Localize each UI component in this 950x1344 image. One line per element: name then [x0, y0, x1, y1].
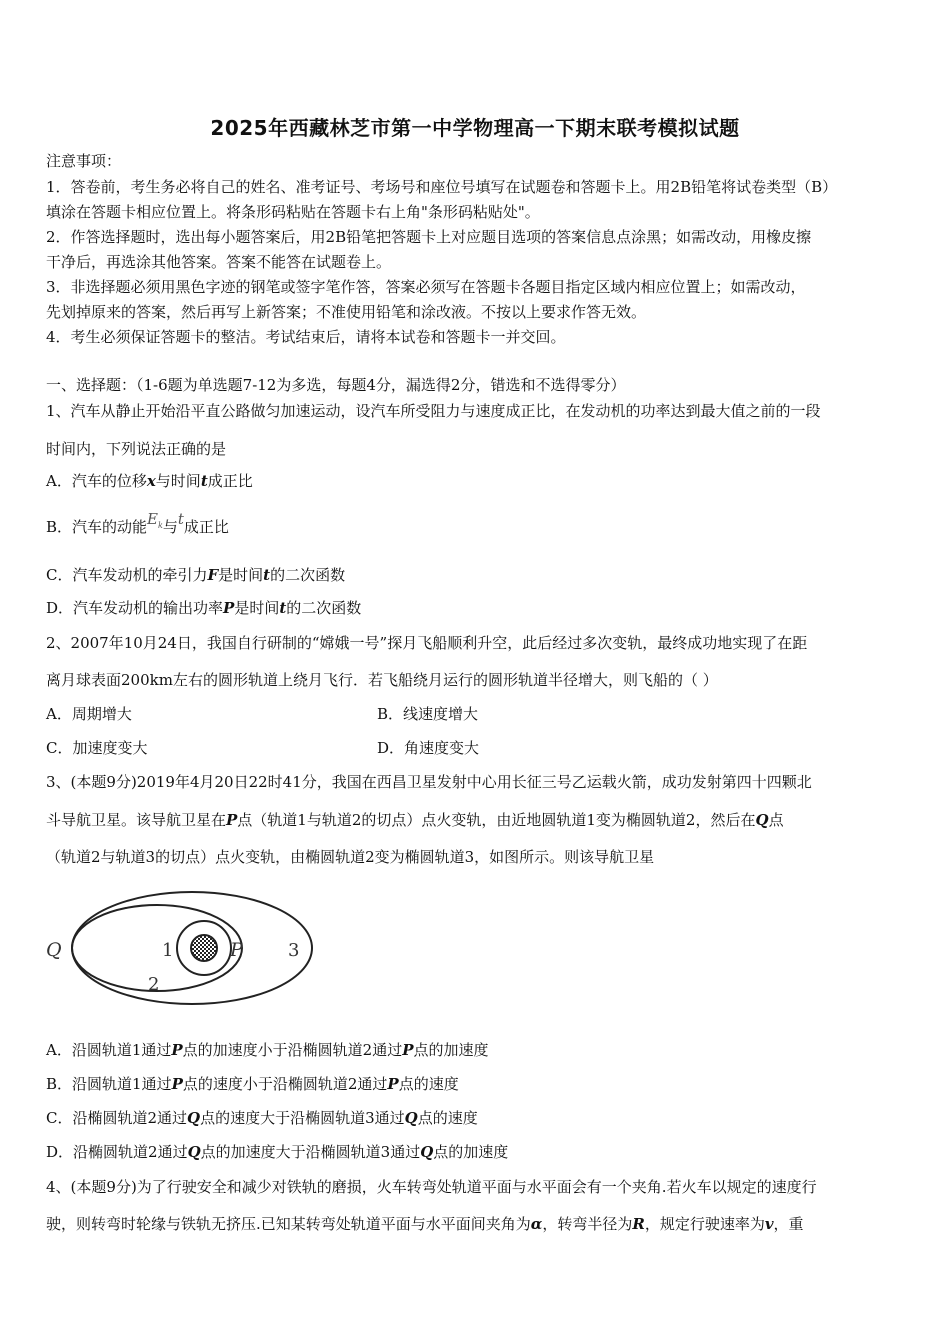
q2-option-a: A．周期增大 [46, 705, 132, 723]
notice-line: 先划掉原来的答案，然后再写上新答案；不准使用铅笔和涂改液。不按以上要求作答无效。 [46, 303, 647, 321]
q2-stem: 2、2007年10月24日，我国自行研制的“嫦娥一号”探月飞船顺利升空，此后经过多次变轨，最终成功地实现了在距 [46, 634, 808, 652]
q3-option-c: C．沿椭圆轨道2通过Q点的速度大于沿椭圆轨道3通过Q点的速度 [46, 1109, 478, 1127]
q1-option-d: D．汽车发动机的输出功率P是时间t的二次函数 [46, 599, 362, 617]
q2-stem: 离月球表面200km左右的圆形轨道上绕月飞行．若飞船绕月运行的圆形轨道半径增大，则飞船的（ ） [46, 671, 718, 689]
orbit-diagram [40, 880, 320, 1008]
q3-stem: （轨道2与轨道3的切点）点火变轨，由椭圆轨道2变为椭圆轨道3，如图所示。则该导航卫星 [46, 848, 655, 866]
q1-option-a: A．汽车的位移x与时间t成正比 [46, 472, 253, 490]
orbit-2-label: 2 [148, 974, 160, 995]
orbit-3-label: 3 [288, 940, 300, 961]
q3-option-a: A．沿圆轨道1通过P点的加速度小于沿椭圆轨道2通过P点的加速度 [46, 1041, 489, 1059]
notice-line: 填涂在答题卡相应位置上。将条形码粘贴在答题卡右上角"条形码粘贴处"。 [46, 203, 540, 221]
notice-line: 4．考生必须保证答题卡的整洁。考试结束后，请将本试卷和答题卡一并交回。 [46, 328, 566, 346]
point-p-label: P [230, 939, 243, 961]
q4-stem: 驶，则转弯时轮缘与铁轨无挤压.已知某转弯处轨道平面与水平面间夹角为α，转弯半径为R，规定行驶速率为v，重 [46, 1215, 804, 1233]
point-q-label: Q [46, 939, 62, 961]
notice-line: 1．答卷前，考生务必将自己的姓名、准考证号、考场号和座位号填写在试题卷和答题卡上。用2B铅笔将试卷类型（B） [46, 178, 838, 196]
q3-stem: 斗导航卫星。该导航卫星在P点（轨道1与轨道2的切点）点火变轨，由近地圆轨道1变为椭圆轨道2，然后在Q点 [46, 811, 784, 829]
notice-line: 2．作答选择题时，选出每小题答案后，用2B铅笔把答题卡上对应题目选项的答案信息点涂黑；如需改动，用橡皮擦 [46, 228, 812, 246]
q2-option-c: C．加速度变大 [46, 739, 148, 757]
q2-option-d: D．角速度变大 [377, 739, 480, 757]
q1-option-b: B．汽车的动能$E_k$与t成正比 [46, 510, 229, 536]
notice-heading: 注意事项： [46, 152, 122, 170]
q3-option-b: B．沿圆轨道1通过P点的速度小于沿椭圆轨道2通过P点的速度 [46, 1075, 459, 1093]
page-title: 2025年西藏林芝市第一中学物理高一下期末联考模拟试题 [210, 116, 740, 140]
q1-stem: 1、汽车从静止开始沿平直公路做匀加速运动，设汽车所受阻力与速度成正比，在发动机的功率达到最大值之前的一段 [46, 402, 821, 420]
planet [191, 935, 217, 961]
orbit-1-label: 1 [162, 940, 174, 961]
q1-stem: 时间内，下列说法正确的是 [46, 440, 227, 458]
q2-option-b: B．线速度增大 [377, 705, 479, 723]
q3-stem: 3、(本题9分)2019年4月20日22时41分，我国在西昌卫星发射中心用长征三号乙运载火箭，成功发射第四十四颗北 [46, 773, 812, 791]
q1-option-c: C．汽车发动机的牵引力F是时间t的二次函数 [46, 566, 346, 584]
q4-stem: 4、(本题9分)为了行驶安全和减少对铁轨的磨损，火车转弯处轨道平面与水平面会有一个夹角.若火车以规定的速度行 [46, 1178, 817, 1196]
section-heading: 一、选择题：（1-6题为单选题7-12为多选，每题4分，漏选得2分，错选和不选得零分） [46, 376, 626, 394]
notice-line: 干净后，再选涂其他答案。答案不能答在试题卷上。 [46, 253, 392, 271]
q3-option-d: D．沿椭圆轨道2通过Q点的加速度大于沿椭圆轨道3通过Q点的加速度 [46, 1143, 509, 1161]
notice-line: 3．非选择题必须用黑色字迹的钢笔或签字笔作答，答案必须写在答题卡各题目指定区域内相应位置上；如需改动， [46, 278, 806, 296]
kinetic-energy-symbol: $E_k$ [147, 510, 163, 530]
